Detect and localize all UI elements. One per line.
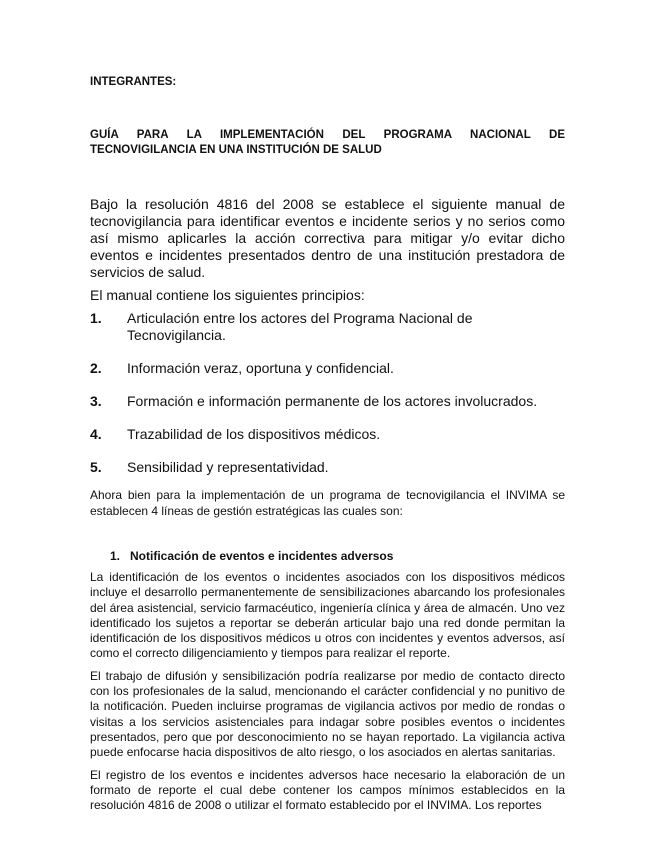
list-item-text: Sensibilidad y representatividad. [127, 459, 329, 475]
list-item [90, 426, 565, 443]
section-paragraph: El trabajo de difusión y sensibilización podría realizarse por medio de contacto directo con los profesionales de la salud, mencionando el carácter confidencial y no punitivo de la notificación. Pueden incluirse programas de vigilancia activos por medio de rondas o visitas a los servicios asistenciales para indagar sobre posibles eventos o incidentes presentados, pero que por desconocimiento no se hayan reportado. La vigilancia activa puede enfocarse hacia dispositivos de alto riesgo, o los asociados en alertas sanitarias. [90, 668, 565, 760]
list-item-text: Articulación entre los actores del Programa Nacional de Tecnovigilancia. [127, 310, 473, 343]
section-paragraph: La identificación de los eventos o incidentes asociados con los dispositivos médicos incluye el desarrollo permanentemente de sensibilizaciones abarcando los profesionales del área asistencial, servicio farmacéutico, ingeniería clínica y área de almacén. Uno vez identificado los sujetos a reportar se deberán articular bajo una red donde permitan la identificación de los dispositivos médicos u otros con incidentes y eventos adversos, así como el correcto diligenciamiento y tiempos para realizar el reporte. [90, 570, 565, 661]
list-item-number: 5. [90, 459, 102, 475]
principles-list [90, 310, 565, 476]
principles-intro: El manual contiene los siguientes principios: [90, 287, 365, 303]
list-item-text: Información veraz, oportuna y confidencial. [127, 360, 394, 376]
list-item [90, 310, 565, 344]
list-item [90, 360, 565, 377]
list-item-number: 3. [90, 393, 102, 409]
list-item-number: 4. [90, 426, 102, 442]
section-number: 1. [110, 549, 121, 563]
list-item-number: 2. [90, 360, 102, 376]
section-paragraph: El registro de los eventos e incidentes adversos hace necesario la elaboración de un formato de reporte el cual debe contener los campos mínimos establecidos en la resolución 4816 de 2008 o utilizar el formato establecido por el INVIMA. Los reportes [90, 767, 565, 813]
strategic-lines-intro: Ahora bien para la implementación de un programa de tecnovigilancia el INVIMA se establecen 4 líneas de gestión estratégicas las cuales son: [90, 488, 565, 518]
list-item [90, 459, 565, 476]
list-item-number: 1. [90, 310, 102, 326]
intro-paragraph: Bajo la resolución 4816 del 2008 se establece el siguiente manual de tecnovigilancia para identificar eventos e incidente serios y no serios como así mismo aplicarles la acción correctiva para mitigar y/o evitar dicho eventos e incidentes presentados dentro de una institución prestadora de servicios de salud. [90, 196, 565, 280]
list-item-text: Formación e información permanente de los actores involucrados. [127, 393, 538, 409]
list-item [90, 393, 565, 410]
integrantes-heading: INTEGRANTES: [90, 76, 177, 88]
section-title: Notificación de eventos e incidentes adversos [130, 549, 394, 563]
list-item-text: Trazabilidad de los dispositivos médicos. [127, 426, 381, 442]
section-heading [90, 549, 565, 563]
document-title: GUÍA PARA LA IMPLEMENTACIÓN DEL PROGRAMA NACIONAL DE TECNOVIGILANCIA EN UNA INSTITUCIÓN DE SALUD [90, 129, 565, 156]
